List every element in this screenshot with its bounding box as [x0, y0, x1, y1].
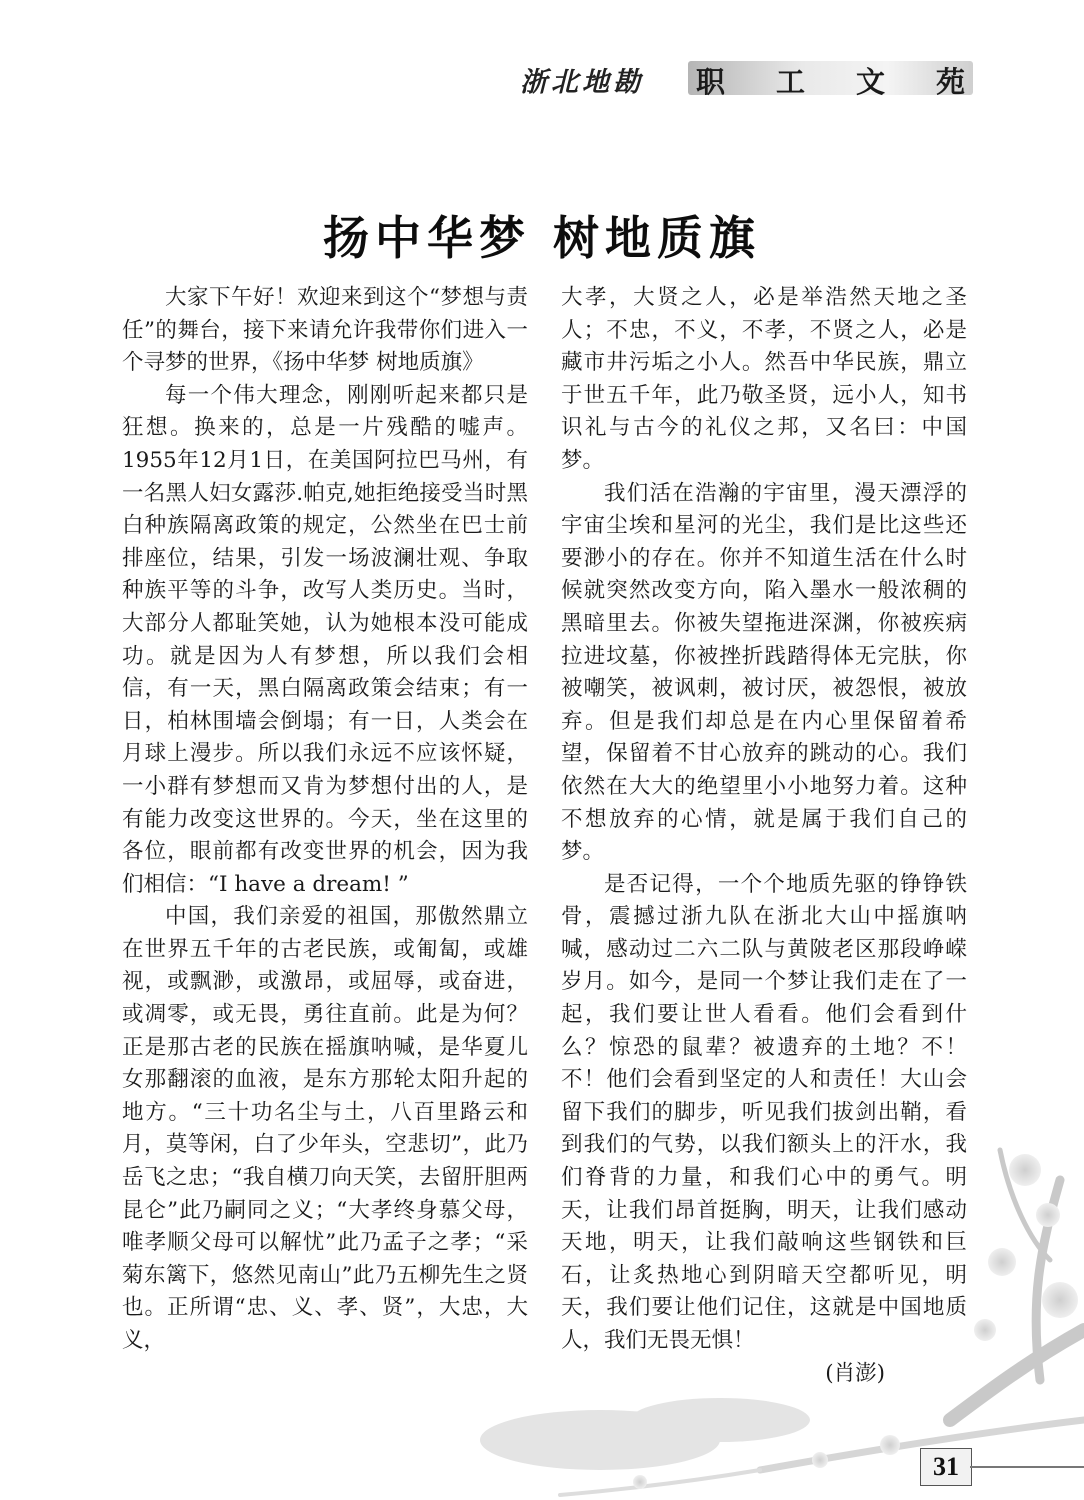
paragraph: 大家下午好！欢迎来到这个“梦想与责任”的舞台，接下来请允许我带你们进入一个寻梦的世界，《扬中华梦 树地质旗》: [122, 285, 528, 376]
paragraph: 我们活在浩瀚的宇宙里，漫天漂浮的宇宙尘埃和星河的光尘，我们是比这些还要渺小的存在。你并不知道生活在什么时候就突然改变方向，陷入墨水一般浓稠的黑暗里去。你被失望拖进深渊，你被疾病拉进坟墓，你被挫折践踏得体无完肤，你被嘲笑，被讽刺，被讨厌，被怨恨，被放弃。但是我们却总是在内心里保留着希望，保留着不甘心放弃的跳动的心。我们依然在大大的绝望里小小地努力着。这种不想放弃的心情，就是属于我们自己的梦。: [561, 480, 967, 865]
paragraph: 是否记得，一个个地质先驱的铮铮铁骨，震撼过浙九队在浙北大山中摇旗呐喊，感动过二六二队与黄陂老区那段峥嵘岁月。如今，是同一个梦让我们走在了一起，我们要让世人看看。他们会看到什么？惊恐的鼠辈？被遗弃的土地？不！不！他们会看到坚定的人和责任！大山会留下我们的脚步，听见我们拔剑出鞘，看到我们的气势，以我们额头上的汗水，我们脊背的力量，和我们心中的勇气。明天，让我们昂首挺胸，明天，让我们感动天地，明天，让我们敲响这些钢铁和巨石，让炙热地心到阴暗天空都听见，明天，我们要让他们记住，这就是中国地质人，我们无畏无惧！: [561, 871, 967, 1353]
publication-brand: 浙北地勘: [520, 67, 644, 98]
section-char: 文: [855, 65, 885, 99]
section-char: 工: [775, 65, 805, 99]
right-column: [561, 282, 967, 1390]
article-author: (肖澎): [825, 1360, 885, 1386]
paragraph: 中国，我们亲爱的祖国，那傲然鼎立在世界五千年的古老民族，或匍匐，或雄视，或飘渺，或激昂，或屈辱，或奋进，或凋零，或无畏，勇往直前。此是为何？正是那古老的民族在摇旗呐喊，是华夏儿女那翻滚的血液，是东方那轮太阳升起的地方。“三十功名尘与土，八百里路云和月，莫等闲，白了少年头，空悲切”，此乃岳飞之忠；“我自横刀向天笑，去留肝胆两昆仑”此乃嗣同之义；“大孝终身慕父母，唯孝顺父母可以解忧”此乃孟子之孝；“采菊东篱下，悠然见南山”此乃五柳先生之贤也。正所谓“忠、义、孝、贤”，大忠，大义，: [122, 904, 528, 1353]
paragraph: 大孝，大贤之人，必是举浩然天地之圣人；不忠，不义，不孝，不贤之人，必是藏市井污垢之小人。然吾中华民族，鼎立于世五千年，此乃敬圣贤，远小人，知书识礼与古今的礼仪之邦，又名曰：中国梦。: [561, 285, 967, 473]
section-label: [688, 52, 973, 104]
left-column: [122, 282, 528, 1358]
footer-rule: [970, 1466, 1084, 1468]
page-number: 31: [920, 1448, 972, 1486]
paragraph: 每一个伟大理念，刚刚听起来都只是狂想。换来的，总是一片残酷的嘘声。1955年12月1日，在美国阿拉巴马州，有一名黑人妇女露莎.帕克,她拒绝接受当时黑白种族隔离政策的规定，公然坐在巴士前排座位，结果，引发一场波澜壮观、争取种族平等的斗争，改写人类历史。当时，大部分人都耻笑她，认为她根本没可能成功。就是因为人有梦想，所以我们会相信，有一天，黑白隔离政策会结束；有一日，柏林围墙会倒塌；有一日，人类会在月球上漫步。所以我们永远不应该怀疑，一小群有梦想而又肯为梦想付出的人，是有能力改变这世界的。今天，坐在这里的各位，眼前都有改变世界的机会，因为我们相信：“I have a dream! ”: [122, 382, 528, 897]
article-title: 扬中华梦 树地质旗: [322, 211, 761, 265]
page-header: [520, 52, 970, 104]
section-char: 职: [696, 65, 726, 99]
section-char: 苑: [935, 65, 965, 99]
